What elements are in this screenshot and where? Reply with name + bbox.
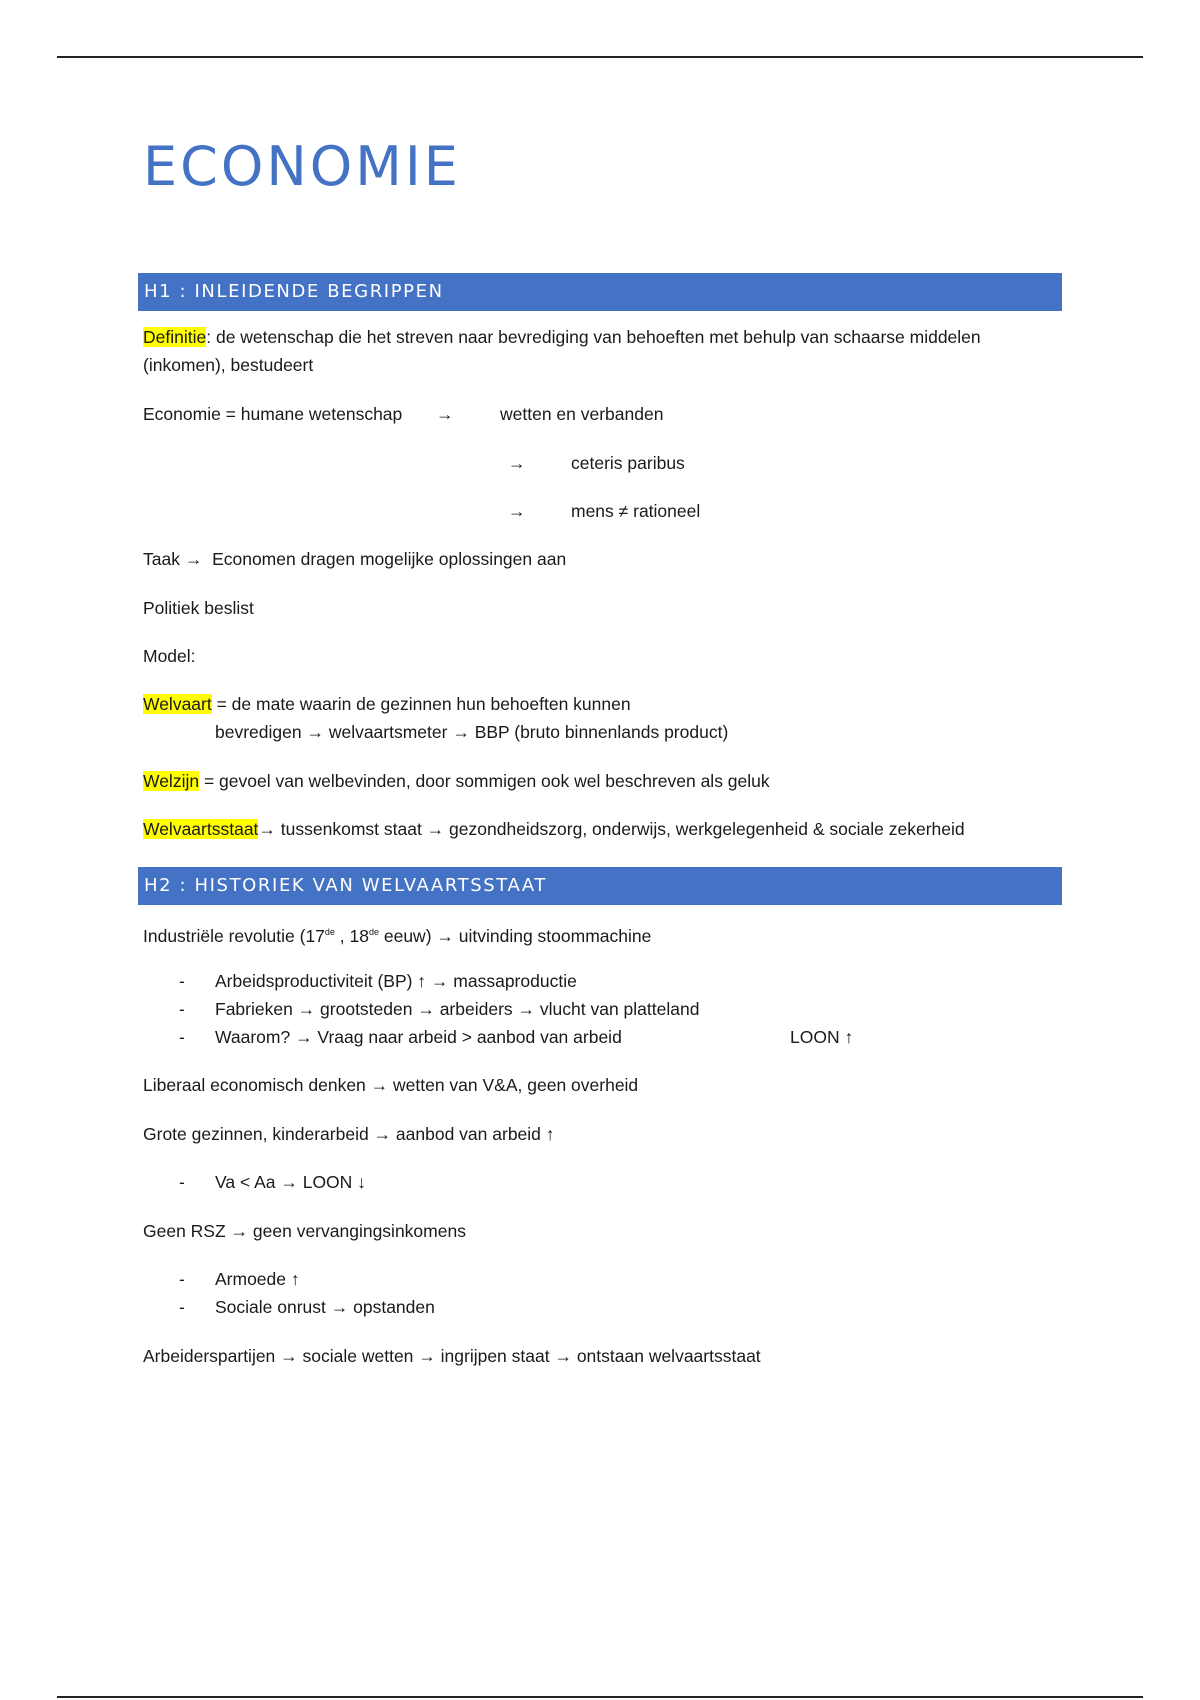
- economie-item-1: wetten en verbanden: [500, 404, 664, 424]
- loon-up-label: LOON ↑: [790, 1027, 854, 1047]
- industrie-line: [143, 918, 651, 950]
- industrie-sup-2: de: [368, 927, 379, 937]
- economie-label: Economie = humane wetenschap: [143, 404, 403, 424]
- arrow-icon-3: →: [508, 501, 526, 521]
- industrie-part-3: eeuw) → uitvinding stoommachine: [379, 926, 652, 946]
- welvaart-line-2: bevredigen → welvaartsmeter → BBP (bruto binnenlands product): [215, 722, 729, 742]
- bullet-marker: -: [179, 1172, 185, 1192]
- arrow-icon-1: →: [436, 404, 454, 424]
- list-item: Fabrieken → grootsteden → arbeiders → vlucht van platteland: [215, 999, 700, 1019]
- bullet-marker: -: [179, 971, 185, 991]
- welzijn-line: [143, 767, 770, 795]
- highlight-welzijn: Welzijn: [143, 771, 200, 791]
- politiek-line: Politiek beslist: [143, 598, 254, 618]
- model-line: Model:: [143, 646, 196, 666]
- bullet-marker: -: [179, 1027, 185, 1047]
- section-heading-h2: H2 : HISTORIEK VAN WELVAARTSSTAAT: [138, 867, 1062, 905]
- bottom-rule: [57, 1696, 1143, 1698]
- rsz-line: Geen RSZ → geen vervangingsinkomens: [143, 1221, 466, 1241]
- welvaartsstaat-line: [143, 815, 965, 843]
- gezinnen-line: Grote gezinnen, kinderarbeid → aanbod van arbeid ↑: [143, 1124, 555, 1144]
- industrie-sup-1: de: [324, 927, 335, 937]
- highlight-definitie: Definitie: [143, 327, 207, 347]
- taak-line: [143, 545, 566, 573]
- definition-line-2: (inkomen), bestudeert: [143, 355, 314, 375]
- bullet-marker: -: [179, 1297, 185, 1317]
- top-rule: [57, 56, 1143, 58]
- list-item: Arbeidsproductiviteit (BP) ↑ → massaproductie: [215, 971, 577, 991]
- taak-text: Economen dragen mogelijke oplossingen aan: [212, 549, 567, 569]
- list-item: Va < Aa → LOON ↓: [215, 1172, 366, 1192]
- bullet-marker: -: [179, 1269, 185, 1289]
- economie-item-2: ceteris paribus: [571, 453, 685, 473]
- document-title: ECONOMIE: [143, 135, 461, 198]
- liberaal-line: Liberaal economisch denken → wetten van V&A, geen overheid: [143, 1075, 639, 1095]
- highlight-welvaartsstaat: Welvaartsstaat: [143, 819, 259, 839]
- taak-label: Taak →: [143, 549, 203, 569]
- industrie-part-1: Industriële revolutie (17: [143, 926, 325, 946]
- welvaartsstaat-text: → tussenkomst staat → gezondheidszorg, onderwijs, werkgelegenheid & sociale zekerheid: [258, 819, 965, 839]
- welzijn-text: = gevoel van welbevinden, door sommigen ook wel beschreven als geluk: [199, 771, 770, 791]
- industrie-part-2: , 18: [334, 926, 369, 946]
- list-item: Waarom? → Vraag naar arbeid > aanbod van arbeid: [215, 1027, 622, 1047]
- welvaart-text-1: = de mate waarin de gezinnen hun behoeften kunnen: [211, 694, 631, 714]
- list-item: Sociale onrust → opstanden: [215, 1297, 435, 1317]
- arbeiders-line: Arbeiderspartijen → sociale wetten → ingrijpen staat → ontstaan welvaartsstaat: [143, 1346, 761, 1366]
- section-heading-h1: H1 : INLEIDENDE BEGRIPPEN: [138, 273, 1062, 311]
- highlight-welvaart: Welvaart: [143, 694, 212, 714]
- list-item: Armoede ↑: [215, 1269, 300, 1289]
- definition-text-1: : de wetenschap die het streven naar bevrediging van behoeften met behulp van schaarse middelen: [206, 327, 981, 347]
- definition-line-1: [143, 323, 981, 351]
- economie-item-3: mens ≠ rationeel: [571, 501, 701, 521]
- bullet-marker: -: [179, 999, 185, 1019]
- welvaart-line-1: [143, 690, 631, 718]
- arrow-icon-2: →: [508, 453, 526, 473]
